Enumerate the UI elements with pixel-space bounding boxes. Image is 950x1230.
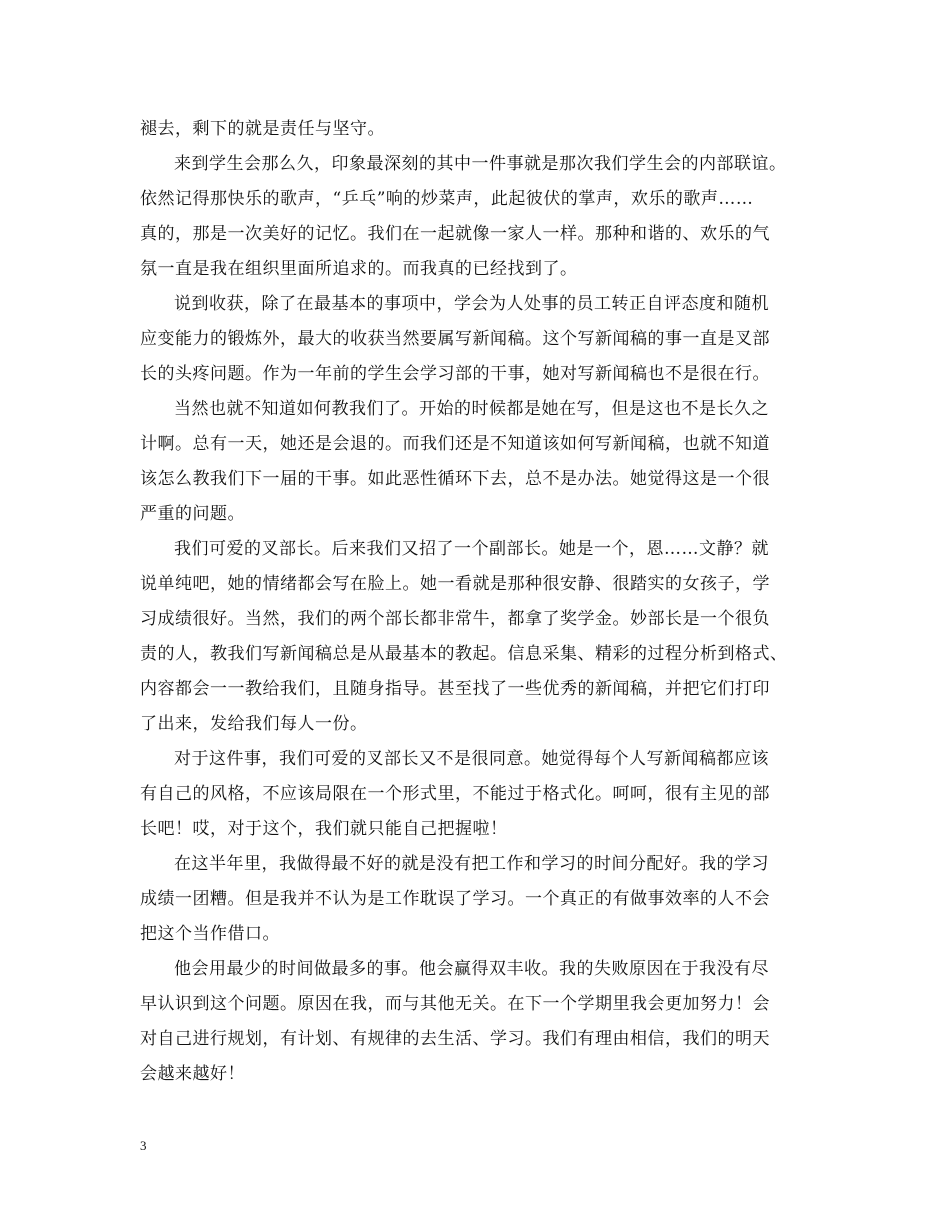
text-line: 我们可爱的叉部长。后来我们又招了一个副部长。她是一个，恩……文静？就 bbox=[174, 539, 769, 559]
text-line: 长的头疼问题。作为一年前的学生会学习部的干事，她对写新闻稿也不是很在行。 bbox=[140, 364, 770, 384]
text-line: 会越来越好！ bbox=[140, 1064, 245, 1084]
text-line: 长吧！哎，对于这个，我们就只能自己把握啦！ bbox=[140, 819, 508, 839]
text-line: 说单纯吧，她的情绪都会写在脸上。她一看就是那种很安静、很踏实的女孩子，学 bbox=[140, 574, 770, 594]
page-number: 3 bbox=[140, 1138, 147, 1153]
text-line: 在这半年里，我做得最不好的就是没有把工作和学习的时间分配好。我的学习 bbox=[174, 854, 769, 874]
text-line: 有自己的风格，不应该局限在一个形式里，不能过于格式化。呵呵，很有主见的部 bbox=[140, 784, 770, 804]
text-line: 责的人，教我们写新闻稿总是从最基本的教起。信息采集、精彩的过程分析到格式、 bbox=[140, 644, 788, 664]
text-line: 当然也就不知道如何教我们了。开始的时候都是她在写，但是这也不是长久之 bbox=[174, 399, 769, 419]
text-line: 把这个当作借口。 bbox=[140, 924, 280, 944]
text-line: 来到学生会那么久，印象最深刻的其中一件事就是那次我们学生会的内部联谊。 bbox=[174, 154, 787, 174]
text-line: 应变能力的锻炼外，最大的收获当然要属写新闻稿。这个写新闻稿的事一直是叉部 bbox=[140, 329, 770, 349]
text-line: 氛一直是我在组织里面所追求的。而我真的已经找到了。 bbox=[140, 259, 578, 279]
text-line: 褪去，剩下的就是责任与坚守。 bbox=[140, 119, 385, 139]
text-line: 该怎么教我们下一届的干事。如此恶性循环下去，总不是办法。她觉得这是一个很 bbox=[140, 469, 770, 489]
text-line: 了出来，发给我们每人一份。 bbox=[140, 714, 368, 734]
text-line: 对自己进行规划，有计划、有规律的去生活、学习。我们有理由相信，我们的明天 bbox=[140, 1029, 770, 1049]
text-line: 计啊。总有一天，她还是会退的。而我们还是不知道该如何写新闻稿，也就不知道 bbox=[140, 434, 770, 454]
text-line: 说到收获，除了在最基本的事项中，学会为人处事的员工转正自评态度和随机 bbox=[174, 294, 769, 314]
text-line: 习成绩很好。当然，我们的两个部长都非常牛，都拿了奖学金。妙部长是一个很负 bbox=[140, 609, 770, 629]
text-line: 真的，那是一次美好的记忆。我们在一起就像一家人一样。那种和谐的、欢乐的气 bbox=[140, 224, 770, 244]
document-body bbox=[140, 112, 840, 1092]
text-line: 成绩一团糟。但是我并不认为是工作耽误了学习。一个真正的有做事效率的人不会 bbox=[140, 889, 770, 909]
text-line: 对于这件事，我们可爱的叉部长又不是很同意。她觉得每个人写新闻稿都应该 bbox=[174, 749, 769, 769]
text-line: 内容都会一一教给我们，且随身指导。甚至找了一些优秀的新闻稿，并把它们打印 bbox=[140, 679, 770, 699]
text-line: 依然记得那快乐的歌声，“乒乓”响的炒菜声，此起彼伏的掌声，欢乐的歌声…… bbox=[140, 189, 754, 209]
text-line: 早认识到这个问题。原因在我，而与其他无关。在下一个学期里我会更加努力！会 bbox=[140, 994, 770, 1014]
text-line: 他会用最少的时间做最多的事。他会赢得双丰收。我的失败原因在于我没有尽 bbox=[174, 959, 769, 979]
text-line: 严重的问题。 bbox=[140, 504, 245, 524]
